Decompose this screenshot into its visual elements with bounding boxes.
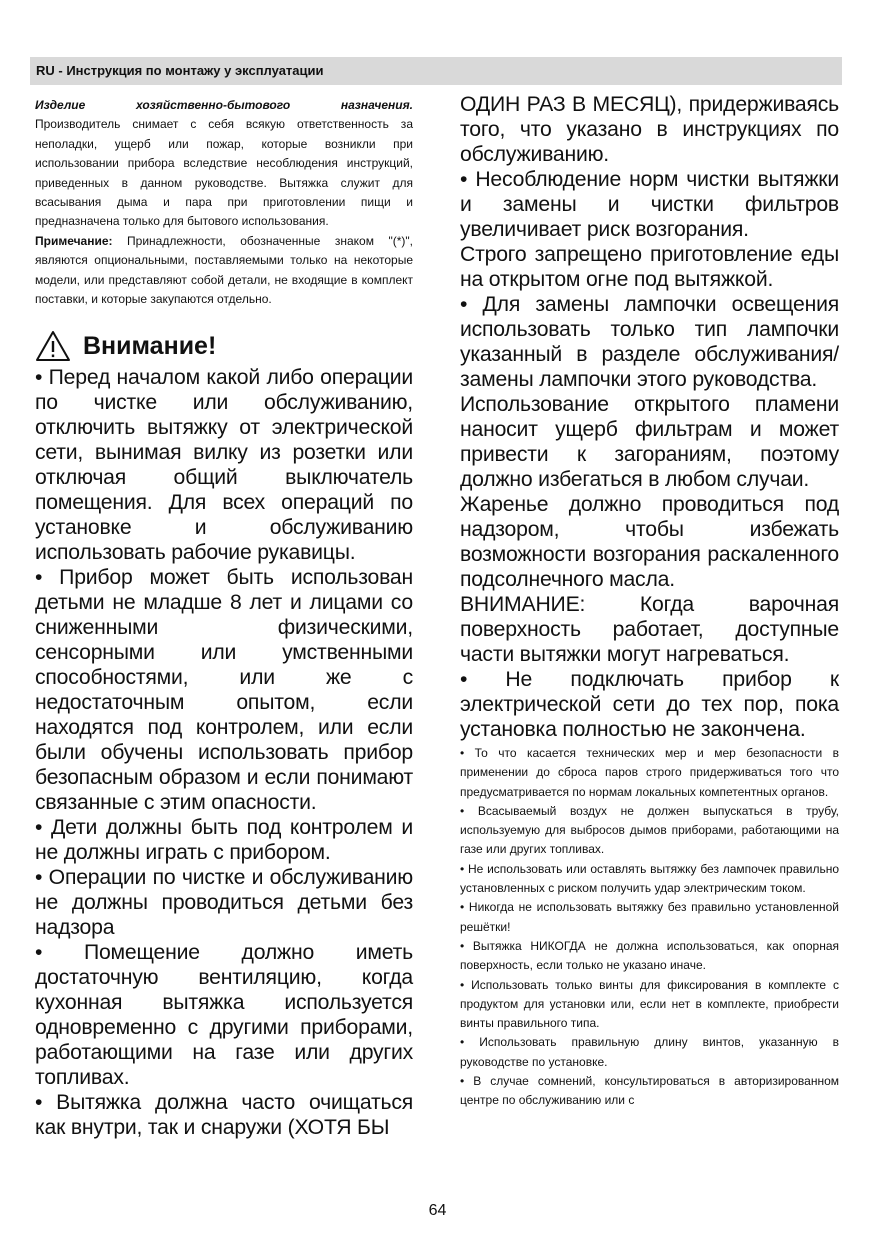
right-column bbox=[460, 92, 839, 1111]
paragraph: ОДИН РАЗ В МЕСЯЦ), придерживаясь того, что указано в инструкциях по обслуживанию. bbox=[460, 93, 839, 166]
paragraph: • Никогда не использовать вытяжку без правильно установленной решётки! bbox=[460, 900, 839, 934]
section-title: RU - Инструкция по монтажу у эксплуатации bbox=[36, 63, 324, 78]
warning-title: Внимание! bbox=[83, 331, 217, 360]
paragraph: • То что касается технических мер и мер безопасности в применении до сброса паров строго придерживаться того что предусматривается по нормам локальных компетентных органов. bbox=[460, 746, 839, 799]
right-small-text bbox=[460, 744, 839, 1111]
paragraph: Жаренье должно проводиться под надзором, чтобы избежать возможности возгорания раскаленного подсолнечного масла. bbox=[460, 493, 839, 591]
intro-text: Производитель снимает с себя всякую ответственность за неполадки, ущерб или пожар, которые возникли при использовании прибора вследствие несоблюдения инструкций, приведенных в данном руководстве. Вытяжка служит для всасывания дыма и пара при приготовлении пищи и предназначена только для бытового использования. bbox=[35, 117, 413, 229]
paragraph: • Не подключать прибор к электрической сети до тех пор, пока установка полностью не закончена. bbox=[460, 668, 839, 741]
intro-emphasis: Изделие хозяйственно-бытового назначения. bbox=[35, 98, 413, 112]
right-large-text bbox=[460, 92, 839, 742]
paragraph: • Для замены лампочки освещения использовать только тип лампочки указанный в разделе обслуживания/замены лампочки этого руководства. bbox=[460, 293, 839, 391]
warning-heading bbox=[35, 329, 413, 363]
paragraph: • В случае сомнений, консультироваться в авторизированном центре по обслуживанию или с bbox=[460, 1074, 839, 1108]
paragraph: • Всасываемый воздух не должен выпускаться в трубу, используемую для выбросов дымов приборами, работающими на газе или других топливах. bbox=[460, 803, 839, 857]
warnings-list bbox=[35, 365, 413, 1140]
paragraph: ВНИМАНИЕ: Когда варочная поверхность работает, доступные части вытяжки могут нагреваться. bbox=[460, 593, 839, 666]
page-number: 64 bbox=[428, 1202, 447, 1219]
warning-item: • Операции по чистке и обслуживанию не должны проводиться детьми без надзора bbox=[35, 866, 413, 940]
warning-item: • Дети должны быть под контролем и не должны играть с прибором. bbox=[35, 816, 413, 865]
warning-item: • Вытяжка должна часто очищаться как внутри, так и снаружи (ХОТЯ БЫ bbox=[35, 1091, 413, 1140]
warning-item: • Прибор может быть использован детьми не младше 8 лет и лицами со сниженными физическими, сенсорными или умственными способностями, или же с недостаточным опытом, если находятся под контролем, или если были обучены использовать прибор безопасным образом и если понимают связанные с этим опасности. bbox=[35, 566, 413, 815]
warning-item: • Перед началом какой либо операции по чистке или обслуживанию, отключить вытяжку от электрической сети, вынимая вилку из розетки или отключая общий выключатель помещения. Для всех операций по установке и обслуживанию использовать рабочие рукавицы. bbox=[35, 366, 413, 565]
paragraph: • Использовать правильную длину винтов, указанную в руководстве по установке. bbox=[460, 1035, 839, 1069]
paragraph: Использование открытого пламени наносит ущерб фильтрам и может привести к загораниям, поэтому должно избегаться в любом случаи. bbox=[460, 393, 839, 491]
note-label: Примечание: bbox=[35, 233, 113, 248]
paragraph: • Вытяжка НИКОГДА не должна использоваться, как опорная поверхность, если только не указано иначе. bbox=[460, 938, 839, 973]
paragraph: • Использовать только винты для фиксирования в комплекте с продуктом для установки или, если нет в комплекте, приобрести винты правильного типа. bbox=[460, 977, 839, 1031]
warning-triangle-icon bbox=[35, 330, 71, 362]
paragraph: Строго запрещено приготовление еды на открытом огне под вытяжкой. bbox=[460, 243, 839, 291]
left-column bbox=[35, 96, 413, 1140]
paragraph: • Не использовать или оставлять вытяжку без лампочек правильно установленных с риском получить удар электрическим током. bbox=[460, 861, 839, 896]
note-paragraph bbox=[35, 232, 413, 310]
paragraph: • Несоблюдение норм чистки вытяжки и замены и чистки фильтров увеличивает риск возгорания. bbox=[460, 168, 839, 241]
warning-item: • Помещение должно иметь достаточную вентиляцию, когда кухонная вытяжка используется одновременно с другими приборами, работающими на газе или других топливах. bbox=[35, 941, 413, 1090]
note-text: Принадлежности, обозначенные знаком "(*)", являются опциональными, поставляемыми только на некоторые модели, или представляют собой детали, не входящие в комплект поставки, и которые закупаются отдельно. bbox=[35, 233, 413, 307]
intro-block bbox=[35, 96, 413, 309]
section-header-bar bbox=[30, 57, 842, 85]
